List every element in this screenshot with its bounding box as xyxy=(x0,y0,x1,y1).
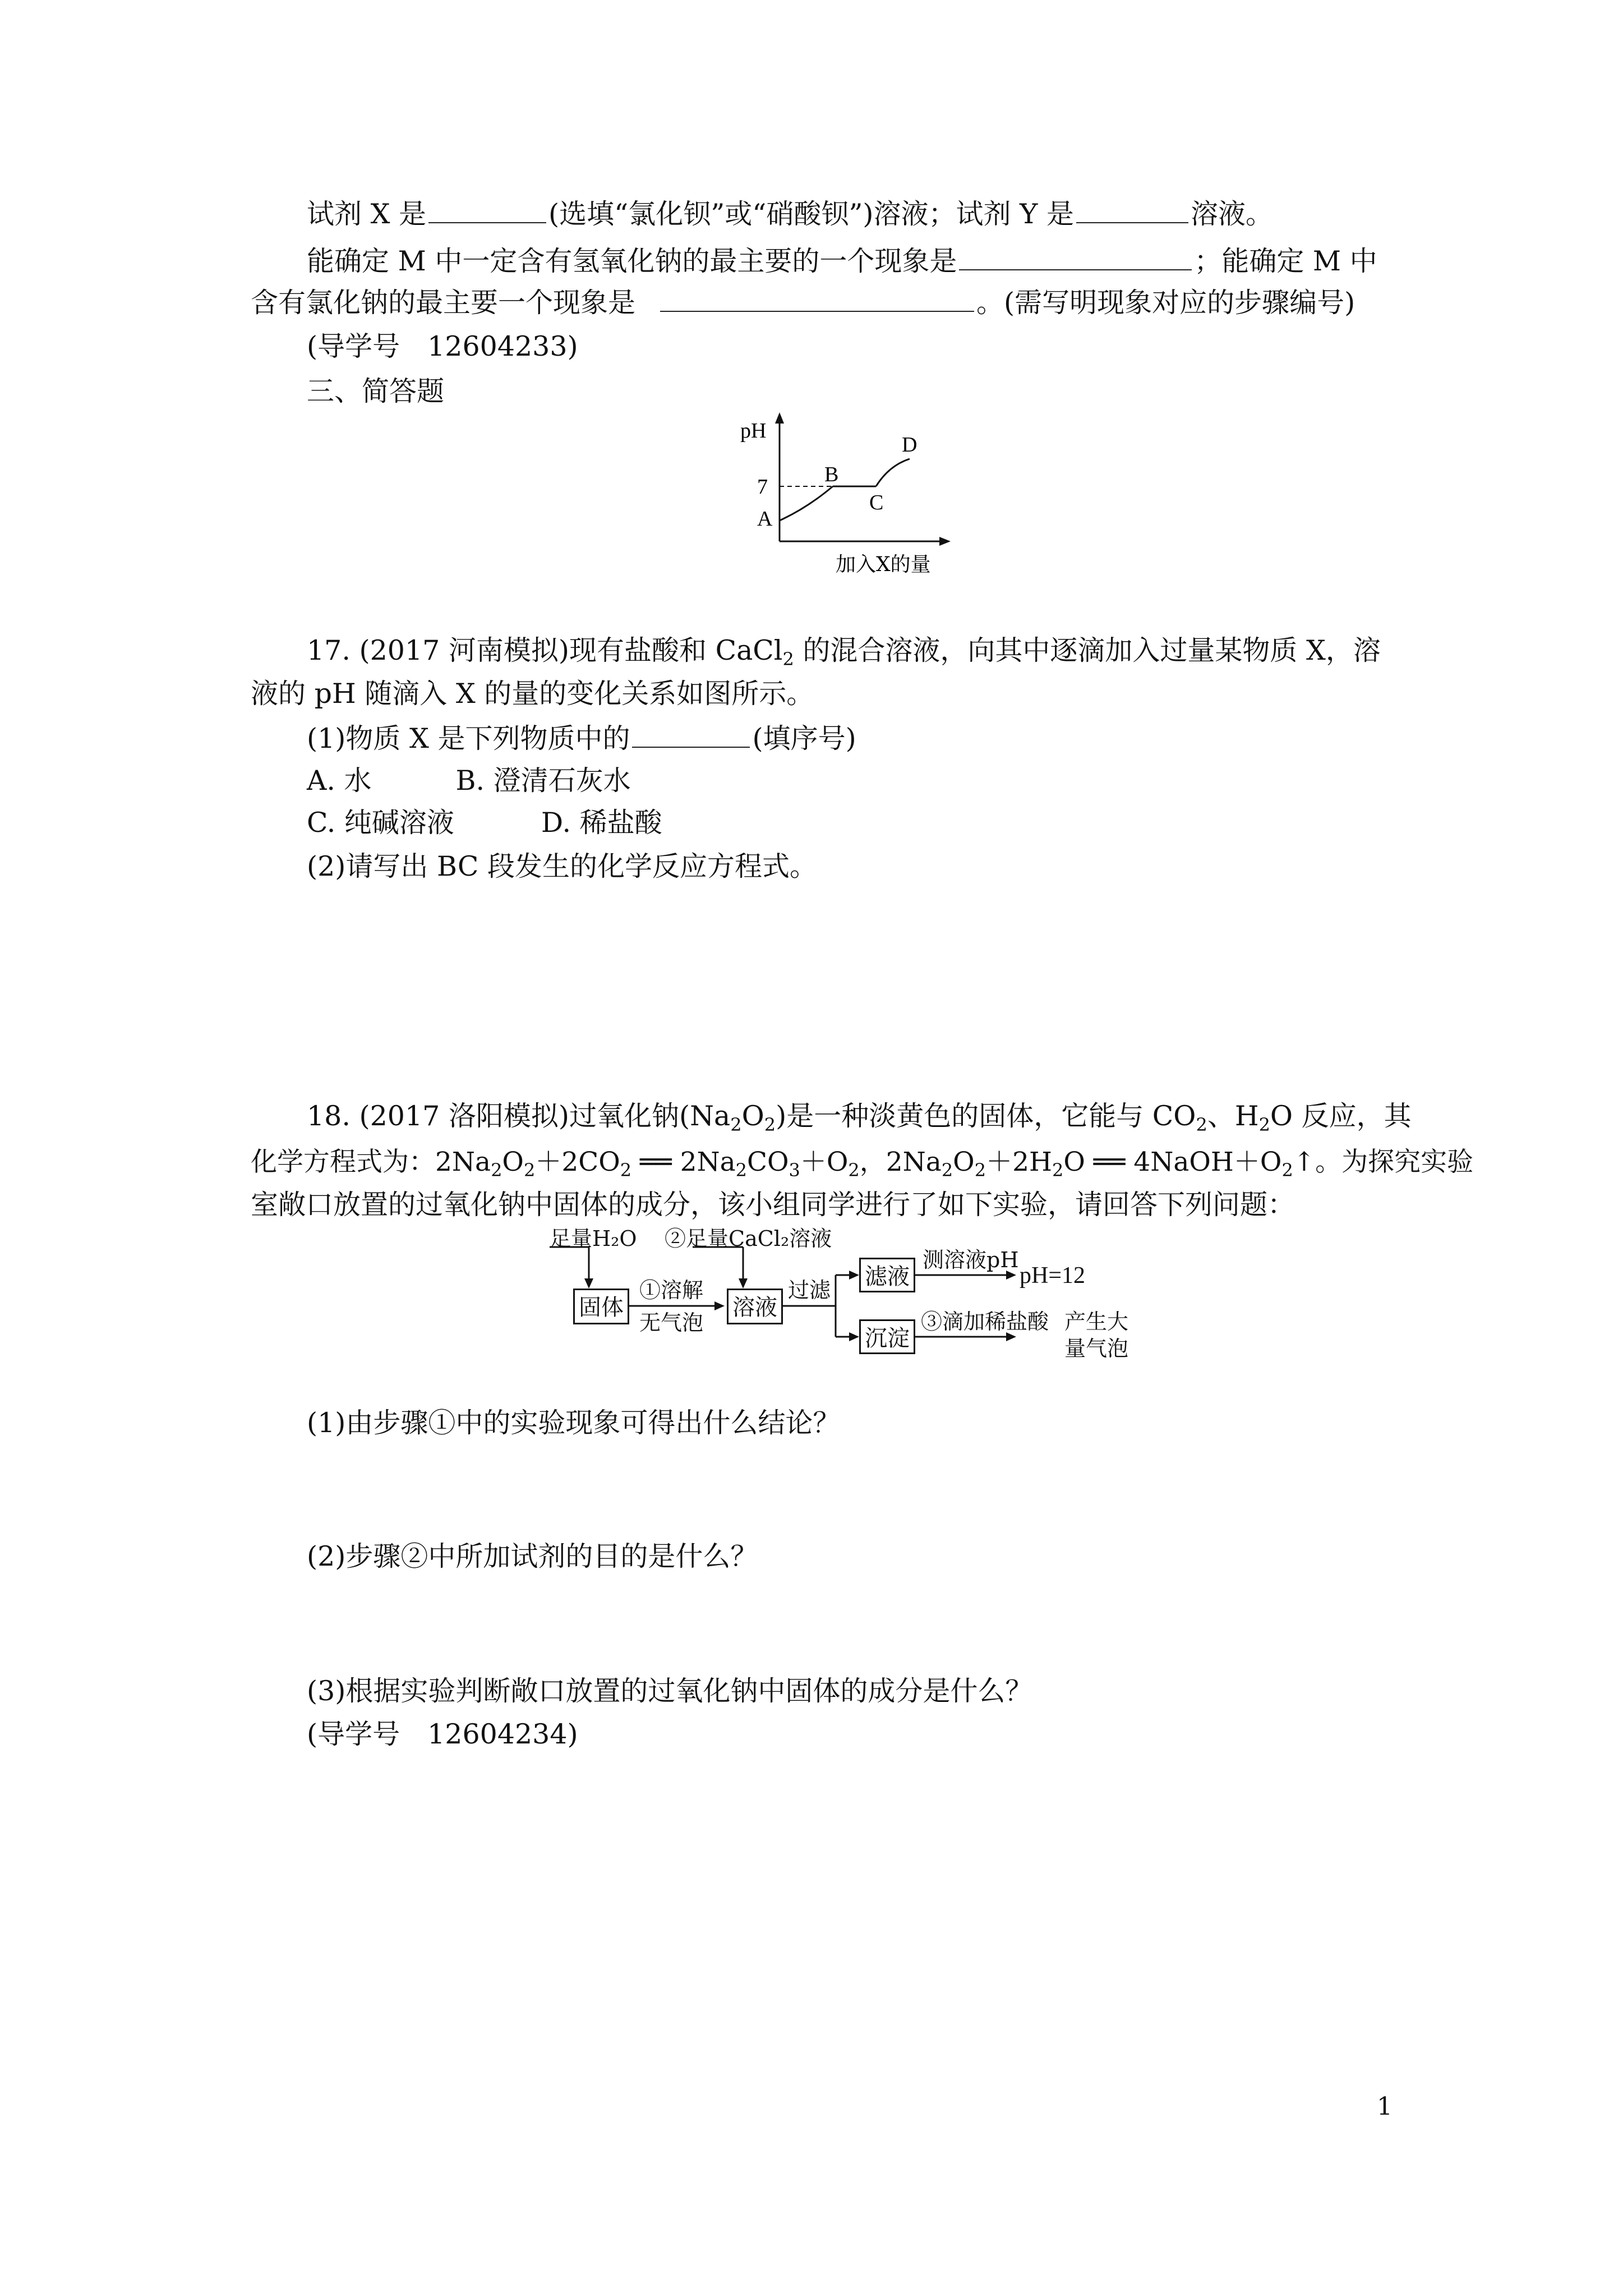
q18-l1-s3: 2 xyxy=(1196,1114,1207,1135)
q17-line1 xyxy=(307,634,1381,676)
section-title: 三、简答题 xyxy=(307,375,445,407)
q17-line1-a: 17. (2017 河南模拟)现有盐酸和 CaCl xyxy=(307,634,783,666)
option-a: A. 水 xyxy=(307,765,372,797)
q18-sub1: (1)由步骤①中的实验现象可得出什么结论？ xyxy=(307,1407,841,1439)
ph-value-label: pH=12 xyxy=(1020,1263,1086,1289)
q18-l2-g: ，2Na xyxy=(859,1147,942,1177)
q18-l1-e: O 反应，其 xyxy=(1270,1100,1412,1132)
q18-l2-h: O xyxy=(953,1147,975,1177)
q18-l2-k: ↑。为探究实验 xyxy=(1293,1147,1474,1177)
q18-l2-s8: 2 xyxy=(974,1159,986,1181)
option-b: B. 澄清石灰水 xyxy=(455,765,631,797)
solid-box: 固体 xyxy=(573,1289,629,1324)
experiment-flow-diagram xyxy=(550,1226,1166,1360)
q18-l2-s3: 2 xyxy=(620,1159,632,1181)
dissolve-label: ①溶解 xyxy=(639,1278,704,1303)
page-number: 1 xyxy=(1377,2092,1393,2121)
reagent-y-blank[interactable] xyxy=(1076,197,1188,223)
q17-sub1-b: (填序号) xyxy=(752,723,856,754)
water-label: 足量H₂O xyxy=(550,1226,637,1251)
q17-line2: 液的 pH 随滴入 X 的量的变化关系如图所示。 xyxy=(251,678,814,710)
q16-line2 xyxy=(307,245,1377,278)
q16-line1-b: (选填“氯化钡”或“硝酸钡”)溶液；试剂 Y 是 xyxy=(548,198,1074,230)
right-arrow-icon xyxy=(849,1271,859,1280)
curve-ab xyxy=(780,486,833,521)
q18-sub2: (2)步骤②中所加试剂的目的是什么？ xyxy=(307,1540,758,1572)
q17-line1-sub: 2 xyxy=(782,648,794,670)
q18-l2-s2: 2 xyxy=(523,1159,536,1181)
point-b-label: B xyxy=(824,463,839,486)
y-axis-arrow-icon xyxy=(775,412,784,424)
q16-line1 xyxy=(307,197,1273,231)
naoh-phenomenon-blank[interactable] xyxy=(959,245,1192,270)
cacl2-label: ②足量CaCl₂溶液 xyxy=(665,1226,832,1251)
q17-options-ab xyxy=(307,764,631,798)
q17-sub1 xyxy=(307,722,856,756)
q18-l2-b: O xyxy=(502,1147,524,1177)
q18-l1-s2: 2 xyxy=(764,1114,776,1135)
ph-7-tick: 7 xyxy=(757,475,768,499)
q17-sub2: (2)请写出 BC 段发生的化学反应方程式。 xyxy=(307,850,817,882)
q16-line2-a: 能确定 M 中一定含有氢氧化钠的最主要的一个现象是 xyxy=(307,245,957,277)
q18-l1-s1: 2 xyxy=(730,1114,742,1135)
q18-l2-s10: 2 xyxy=(1281,1159,1293,1181)
option-d: D. 稀盐酸 xyxy=(541,807,662,839)
solution-box: 溶液 xyxy=(727,1289,783,1324)
reagent-x-blank[interactable] xyxy=(428,197,546,223)
down-arrow-icon xyxy=(739,1278,748,1289)
q18-l1-b: O xyxy=(741,1100,764,1132)
precipitate-box: 沉淀 xyxy=(859,1319,915,1354)
q17-options-cd xyxy=(307,806,662,840)
no-gas-label: 无气泡 xyxy=(639,1310,704,1335)
q16-guide-number: (导学号 12604233) xyxy=(307,330,578,362)
q18-l2-s5: 3 xyxy=(789,1159,800,1181)
add-hcl-label: ③滴加稀盐酸 xyxy=(921,1309,1049,1334)
q18-l1-a: 18. (2017 洛阳模拟)过氧化钠(Na xyxy=(307,1100,731,1132)
filtrate-box: 滤液 xyxy=(859,1258,915,1292)
q17-line1-b: 的混合溶液，向其中逐滴加入过量某物质 X，溶 xyxy=(794,634,1381,666)
q18-l1-c: )是一种淡黄色的固体，它能与 CO xyxy=(776,1100,1196,1132)
nacl-phenomenon-blank[interactable] xyxy=(660,286,974,312)
q18-l2-s6: 2 xyxy=(848,1159,860,1181)
point-c-label: C xyxy=(869,491,884,514)
q16-line3 xyxy=(251,286,1355,320)
point-d-label: D xyxy=(902,433,917,457)
q18-l2-s7: 2 xyxy=(941,1159,953,1181)
q18-line3: 室敞口放置的过氧化钠中固体的成分，该小组同学进行了如下实验，请回答下列问题： xyxy=(251,1189,1295,1221)
q18-guide-number: (导学号 12604234) xyxy=(307,1718,578,1750)
down-arrow-icon xyxy=(584,1278,593,1289)
option-c: C. 纯碱溶液 xyxy=(307,807,454,839)
q18-l1-s4: 2 xyxy=(1258,1114,1270,1135)
x-axis-label: 加入X的量 xyxy=(836,553,931,576)
result-line1: 产生大 xyxy=(1064,1309,1129,1334)
result-line2: 量气泡 xyxy=(1064,1336,1129,1361)
q17-answer-blank[interactable] xyxy=(632,722,750,748)
q18-line2 xyxy=(251,1145,1473,1187)
q18-l2-s1: 2 xyxy=(491,1159,502,1181)
q18-l1-d: 、H xyxy=(1207,1100,1259,1132)
q16-line3-b: 。(需写明现象对应的步骤编号) xyxy=(976,287,1355,319)
measure-ph-label: 测溶液pH xyxy=(923,1248,1019,1272)
q16-line1-a: 试剂 X 是 xyxy=(307,198,427,230)
q16-line1-c: 溶液。 xyxy=(1190,198,1273,230)
point-a-label: A xyxy=(757,507,773,531)
right-arrow-icon xyxy=(714,1301,725,1310)
q18-l2-j: O ══ 4NaOH＋O xyxy=(1063,1147,1282,1177)
ph-axis-label: pH xyxy=(740,419,767,443)
q18-l2-a: 化学方程式为：2Na xyxy=(251,1147,491,1177)
q18-l2-i: ＋2H xyxy=(986,1147,1052,1177)
q18-l2-c: ＋2CO xyxy=(535,1147,620,1177)
q18-l2-e: CO xyxy=(746,1147,789,1177)
q18-l2-f: ＋O xyxy=(800,1147,849,1177)
q17-sub1-a: (1)物质 X 是下列物质中的 xyxy=(307,723,630,754)
q18-l2-s9: 2 xyxy=(1052,1159,1064,1181)
q18-line1 xyxy=(307,1099,1412,1142)
q18-l2-s4: 2 xyxy=(735,1159,747,1181)
filter-label: 过滤 xyxy=(788,1278,831,1303)
q16-line3-a: 含有氯化钠的最主要一个现象是 xyxy=(251,287,636,319)
q16-line2-b: ；能确定 M 中 xyxy=(1194,245,1377,277)
x-axis-arrow-icon xyxy=(939,537,951,546)
curve-cd xyxy=(876,459,910,486)
q18-sub3: (3)根据实验判断敞口放置的过氧化钠中固体的成分是什么？ xyxy=(307,1675,1033,1707)
ph-graph xyxy=(729,409,1021,578)
right-arrow-icon xyxy=(849,1332,859,1341)
q18-l2-d: ══ 2Na xyxy=(631,1147,736,1177)
